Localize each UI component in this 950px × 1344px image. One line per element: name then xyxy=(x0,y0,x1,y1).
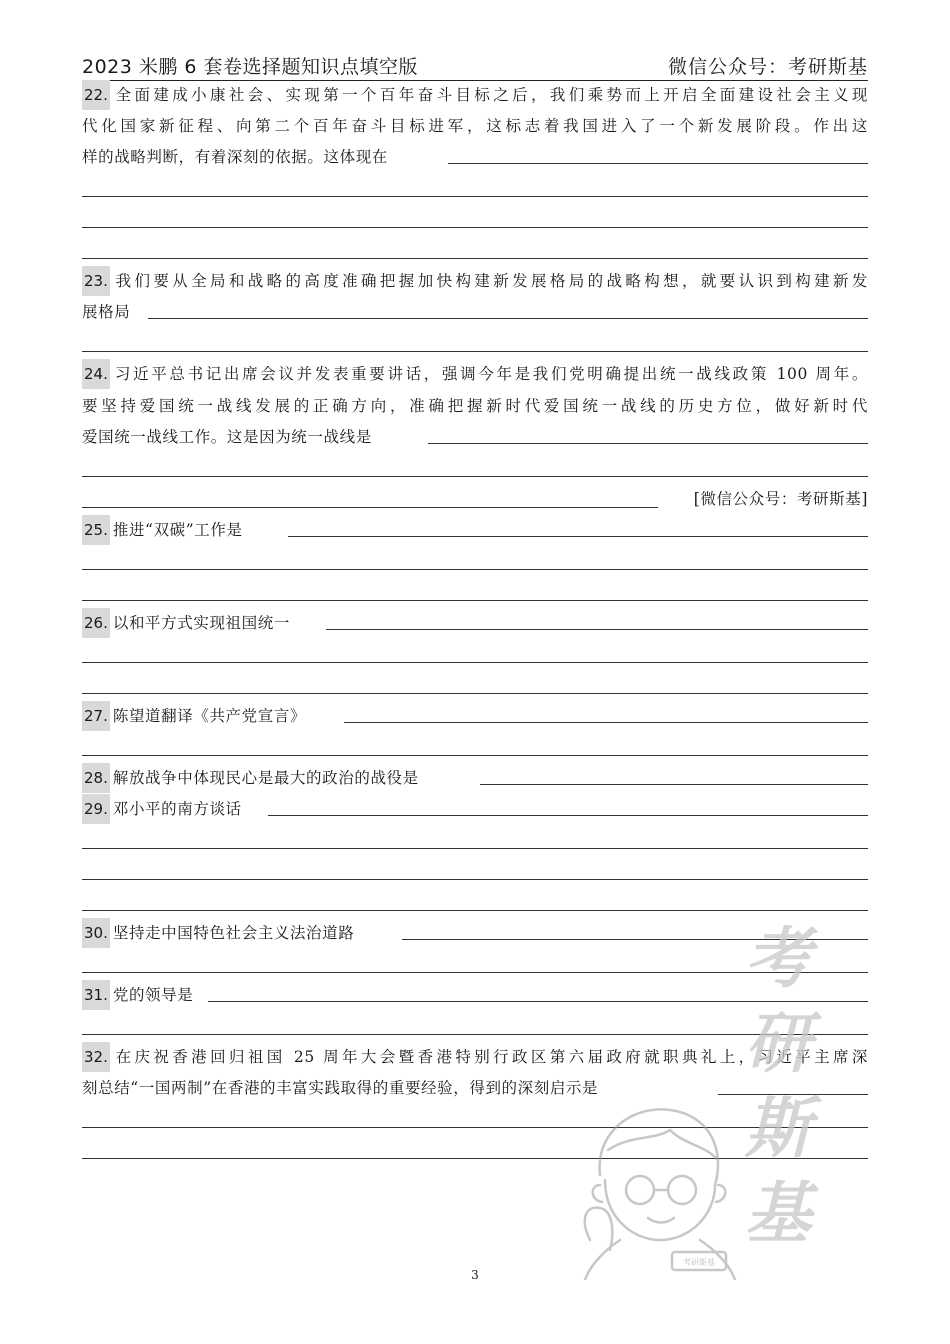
watermark-char: 基 xyxy=(745,1174,811,1252)
question-number: 30. xyxy=(82,918,110,948)
question-text: 全面建成小康社会、实现第一个百年奋斗目标之后，我们乘势而上开启全面建设社会主义现 xyxy=(112,86,868,104)
answer-blank[interactable] xyxy=(148,318,868,319)
question-text: 习近平总书记出席会议并发表重要讲话，强调今年是我们党明确提出统一战线政策 100 周年。 xyxy=(112,365,868,383)
question-number: 32. xyxy=(82,1042,110,1072)
question-24-line-2: 要坚持爱国统一战线发展的正确方向，准确把握新时代爱国统一战线的历史方位，做好新时代 xyxy=(82,397,868,415)
question-number: 26. xyxy=(82,608,110,638)
watermark-char: 考 xyxy=(745,919,811,997)
question-24-line-3 xyxy=(82,422,868,452)
answer-line[interactable] xyxy=(82,755,868,756)
question-23-line-2 xyxy=(82,297,868,327)
question-number: 24. xyxy=(82,359,110,389)
question-23-line-1 xyxy=(82,266,868,296)
question-25 xyxy=(82,515,868,545)
question-text: 陈望道翻译《共产党宣言》 xyxy=(112,707,307,725)
question-number: 22. xyxy=(82,80,110,110)
question-27 xyxy=(82,701,868,731)
question-text: 展格局 xyxy=(82,303,131,321)
answer-line[interactable] xyxy=(82,693,868,694)
answer-line[interactable] xyxy=(82,227,868,228)
answer-blank[interactable] xyxy=(288,536,868,537)
watermark-char: 斯 xyxy=(745,1089,811,1167)
question-text: 在庆祝香港回归祖国 25 周年大会暨香港特别行政区第六届政府就职典礼上，习近平主席深 xyxy=(112,1048,868,1066)
question-22-line-3 xyxy=(82,142,868,172)
question-text: 党的领导是 xyxy=(112,986,194,1004)
answer-line[interactable] xyxy=(82,569,868,570)
question-text: 以和平方式实现祖国统一 xyxy=(112,614,290,632)
wechat-watermark-text: [微信公众号：考研斯基] xyxy=(693,490,868,508)
answer-blank[interactable] xyxy=(480,784,868,785)
answer-line[interactable] xyxy=(82,258,868,259)
answer-blank[interactable] xyxy=(428,443,868,444)
question-28 xyxy=(82,763,868,793)
header-wechat: 微信公众号：考研斯基 xyxy=(667,56,868,78)
answer-line[interactable] xyxy=(82,476,868,477)
answer-blank[interactable] xyxy=(326,629,868,630)
watermark-mascot-icon xyxy=(560,1090,760,1280)
question-text: 爱国统一战线工作。这是因为统一战线是 xyxy=(82,428,372,446)
answer-line[interactable] xyxy=(82,507,658,508)
header-title: 2023 米鹏 6 套卷选择题知识点填空版 xyxy=(82,56,419,78)
answer-line[interactable] xyxy=(82,351,868,352)
question-26 xyxy=(82,608,868,638)
question-24-line-1 xyxy=(82,359,868,389)
question-text: 邓小平的南方谈话 xyxy=(112,800,242,818)
answer-line[interactable] xyxy=(82,600,868,601)
page-number: 3 xyxy=(471,1268,479,1282)
question-number: 29. xyxy=(82,794,110,824)
answer-blank[interactable] xyxy=(208,1001,868,1002)
question-22-line-2: 代化国家新征程、向第二个百年奋斗目标进军，这标志着我国进入了一个新发展阶段。作出这 xyxy=(82,117,868,135)
question-22-line-1 xyxy=(82,80,868,110)
question-text: 坚持走中国特色社会主义法治道路 xyxy=(112,924,355,942)
question-text: 推进“双碳”工作是 xyxy=(112,521,243,539)
question-number: 27. xyxy=(82,701,110,731)
question-text: 解放战争中体现民心是最大的政治的战役是 xyxy=(112,769,419,787)
answer-line[interactable] xyxy=(82,910,868,911)
question-number: 31. xyxy=(82,980,110,1010)
answer-blank[interactable] xyxy=(268,815,868,816)
watermark-char: 研 xyxy=(745,1004,811,1082)
watermark-badge: 考研斯基 xyxy=(683,1258,715,1267)
question-text: 我们要从全局和战略的高度准确把握加快构建新发展格局的战略构想，就要认识到构建新发 xyxy=(112,272,868,290)
page-header xyxy=(82,50,868,81)
answer-blank[interactable] xyxy=(448,163,868,164)
answer-blank[interactable] xyxy=(344,722,868,723)
question-text: 样的战略判断，有着深刻的依据。这体现在 xyxy=(82,148,388,166)
answer-line[interactable] xyxy=(82,848,868,849)
question-text: 刻总结“一国两制”在香港的丰富实践取得的重要经验，得到的深刻启示是 xyxy=(82,1079,599,1097)
question-number: 28. xyxy=(82,763,110,793)
answer-line[interactable] xyxy=(82,662,868,663)
answer-line[interactable] xyxy=(82,879,868,880)
answer-line[interactable] xyxy=(82,196,868,197)
question-number: 23. xyxy=(82,266,110,296)
question-number: 25. xyxy=(82,515,110,545)
question-29 xyxy=(82,794,868,824)
